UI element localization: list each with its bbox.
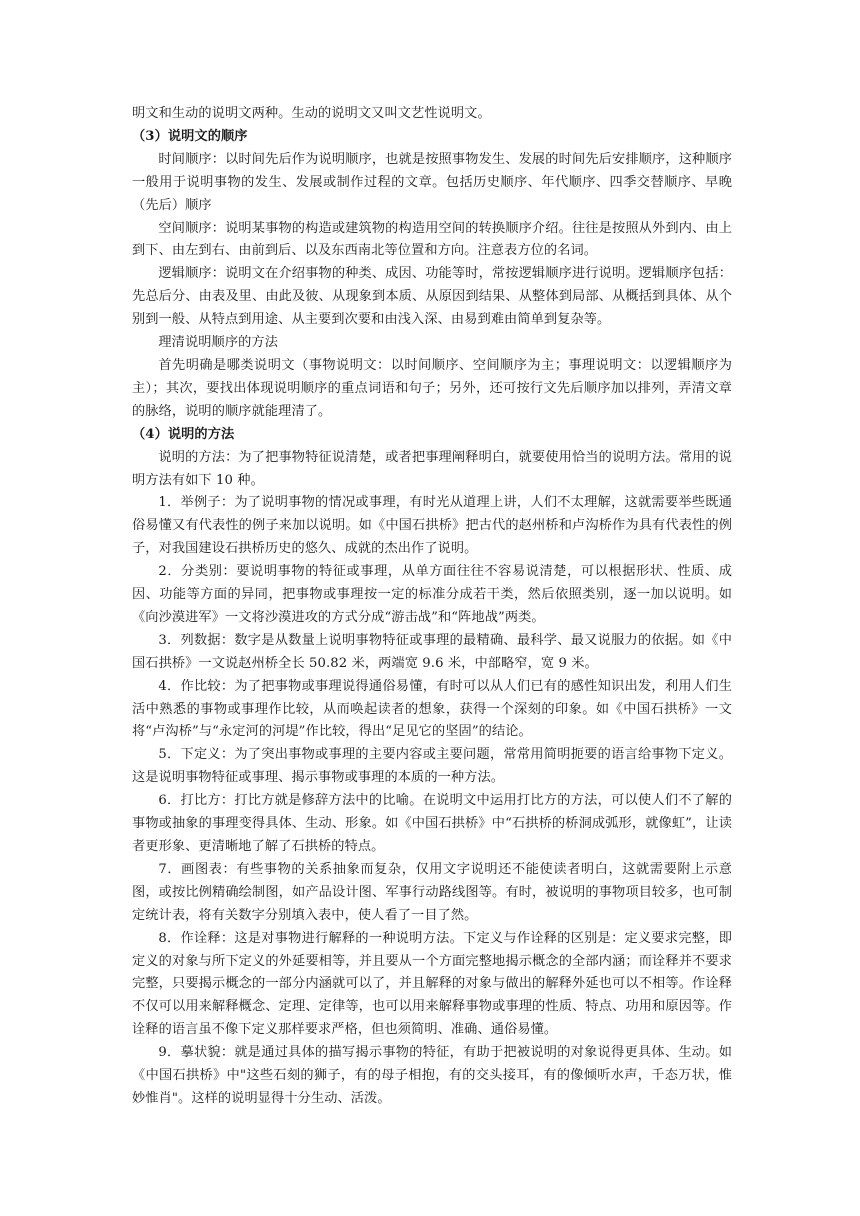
space-order-paragraph: 空间顺序：说明某事物的构造或建筑物的构造用空间的转换顺序介绍。往往是按照从外到内、由上到下、由左到右、由前到后、以及东西南北等位置和方向。注意表方位的名词。 xyxy=(132,220,732,259)
section-heading-methods: （4）说明的方法 xyxy=(132,426,235,442)
method-item-data: 3．列数据：数字是从数量上说明事物特征或事理的最精确、最科学、最又说服力的依据。如《中国石拱桥》一文说赵州桥全长 50.82 米，两端宽 9.6 米，中部略窄，宽 9 米。 xyxy=(132,632,732,671)
document-page xyxy=(132,103,732,1111)
section-heading-order: （3）说明文的顺序 xyxy=(132,128,248,144)
method-item-analogy: 6．打比方：打比方就是修辞方法中的比喻。在说明文中运用打比方的方法，可以使人们不了解的事物或抽象的事理变得具体、生动、形象。如《中国石拱桥》中“石拱桥的桥洞成弧形，就像虹”，让读者更形象、更清晰地了解了石拱桥的特点。 xyxy=(132,793,732,854)
logic-order-paragraph: 逻辑顺序：说明文在介绍事物的种类、成因、功能等时，常按逻辑顺序进行说明。逻辑顺序包括：先总后分、由表及里、由此及彼、从现象到本质、从原因到结果、从整体到局部、从概括到具体、从个别到一般、从特点到用途、从主要到次要和由浅入深、由易到难由简单到复杂等。 xyxy=(132,266,732,328)
intro-paragraph: 明文和生动的说明文两种。生动的说明文又叫文艺性说明文。 xyxy=(132,106,491,121)
clarify-order-paragraph: 首先明确是哪类说明文（事物说明文：以时间顺序、空间顺序为主；事理说明文：以逻辑顺序为主）；其次，要找出体现说明顺序的重点词语和句子；另外，还可按行文先后顺序加以排列，弄清文章的脉络，说明的顺序就能理清了。 xyxy=(132,357,732,419)
method-item-classification: 2．分类别：要说明事物的特征或事理，从单方面往往不容易说清楚，可以根据形状、性质、成因、功能等方面的异同，把事物或事理按一定的标准分成若干类，然后依照类别，逐一加以说明。如《向沙漠进军》一文将沙漠进攻的方式分成“游击战”和“阵地战”两类。 xyxy=(132,564,732,625)
method-item-definition: 5．下定义：为了突出事物或事理的主要内容或主要问题，常常用简明扼要的语言给事物下定义。这是说明事物特征或事理、揭示事物或事理的本质的一种方法。 xyxy=(132,747,732,786)
method-item-example: 1．举例子：为了说明事物的情况或事理，有时光从道理上讲，人们不太理解，这就需要举些既通俗易懂又有代表性的例子来加以说明。如《中国石拱桥》把古代的赵州桥和卢沟桥作为具有代表性的例子，对我国建设石拱桥历史的悠久、成就的杰出作了说明。 xyxy=(132,495,732,557)
methods-intro-paragraph: 说明的方法：为了把事物特征说清楚，或者把事理阐释明白，就要使用恰当的说明方法。常用的说明方法有如下 10 种。 xyxy=(132,449,732,488)
time-order-paragraph: 时间顺序：以时间先后作为说明顺序，也就是按照事物发生、发展的时间先后安排顺序，这种顺序一般用于说明事物的发生、发展或制作过程的文章。包括历史顺序、年代顺序、四季交替顺序、早晚（先后）顺序 xyxy=(132,151,732,213)
method-item-description: 9．摹状貌：就是通过具体的描写揭示事物的特征，有助于把被说明的对象说得更具体、生动。如《中国石拱桥》中"这些石刻的狮子，有的母子相抱，有的交头接耳，有的像倾听水声，千态万状，惟妙惟肖"。这样的说明显得十分生动、活泼。 xyxy=(132,1045,732,1106)
clarify-order-title: 理清说明顺序的方法 xyxy=(158,335,278,351)
method-item-diagram: 7．画图表：有些事物的关系抽象而复杂，仅用文字说明还不能使读者明白，这就需要附上示意图，或按比例精确绘制图，如产品设计图、军事行动路线图等。有时，被说明的事物项目较多，也可制定统计表，将有关数字分别填入表中，使人看了一目了然。 xyxy=(132,861,732,923)
method-item-comparison: 4．作比较：为了把事物或事理说得通俗易懂，有时可以从人们已有的感性知识出发，利用人们生活中熟悉的事物或事理作比较，从而唤起读者的想象，获得一个深刻的印象。如《中国石拱桥》一文将“卢沟桥”与“永定河的河堤”作比较，得出“足见它的坚固”的结论。 xyxy=(132,678,732,740)
method-item-explanation: 8．作诠释：这是对事物进行解释的一种说明方法。下定义与作诠释的区别是：定义要求完整，即定义的对象与所下定义的外延要相等，并且要从一个方面完整地揭示概念的全部内涵；而诠释并不要求完整，只要揭示概念的一部分内涵就可以了，并且解释的对象与做出的解释外延也可以不相等。作诠释不仅可以用来解释概念、定理、定律等，也可以用来解释事物或事理的性质、特点、功用和原因等。作诠释的语言虽不像下定义那样要求严格，但也须简明、准确、通俗易懂。 xyxy=(132,930,732,1038)
